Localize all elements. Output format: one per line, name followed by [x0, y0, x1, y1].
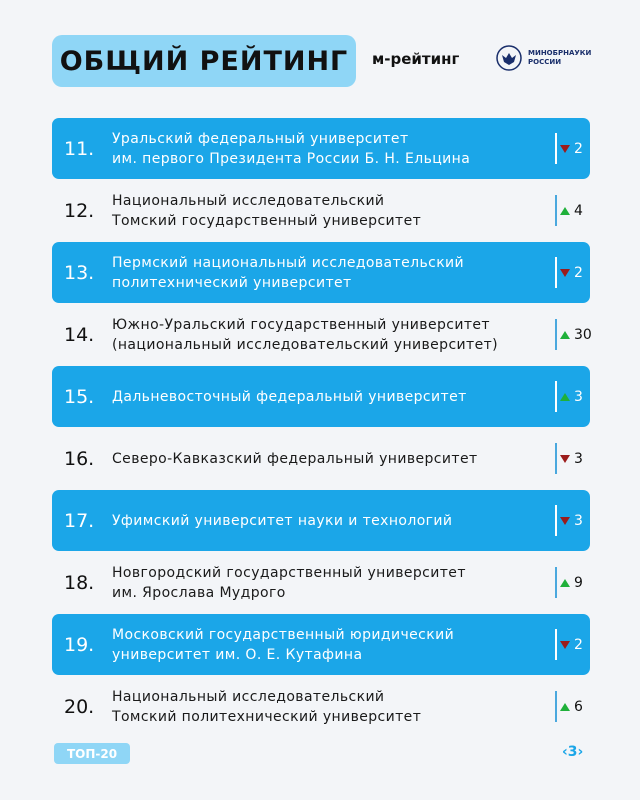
triangle-up-icon	[560, 207, 570, 215]
university-name	[112, 387, 552, 407]
row-divider	[555, 319, 557, 350]
triangle-down-icon	[560, 517, 570, 525]
row-divider	[555, 195, 557, 226]
rank-change-value: 9	[574, 574, 583, 591]
ranking-row	[52, 490, 590, 551]
page-number[interactable]: ‹3›	[562, 744, 584, 760]
university-name-line2: (национальный исследовательский университет)	[112, 336, 499, 353]
university-name-line1: Северо-Кавказский федеральный университет	[112, 450, 478, 467]
university-name	[112, 253, 552, 293]
university-name	[112, 625, 552, 665]
row-divider	[555, 133, 557, 164]
rank-number: 15.	[64, 385, 95, 408]
page-title: ОБЩИЙ РЕЙТИНГ	[59, 45, 349, 77]
university-name-line2: университет им. О. Е. Кутафина	[112, 646, 363, 663]
triangle-down-icon	[560, 145, 570, 153]
rank-number: 18.	[64, 571, 95, 594]
ministry-line1: МИНОБРНАУКИ	[528, 49, 592, 57]
university-name-line1: Уфимский университет науки и технологий	[112, 512, 453, 529]
triangle-up-icon	[560, 393, 570, 401]
rank-number: 13.	[64, 261, 95, 284]
header	[0, 0, 640, 110]
row-divider	[555, 443, 557, 474]
rank-change-value: 3	[574, 450, 583, 467]
university-name-line1: Дальневосточный федеральный университет	[112, 388, 467, 405]
rank-change-value: 2	[574, 264, 583, 281]
rank-change	[560, 637, 592, 653]
ranking-row	[52, 428, 590, 489]
university-name-line2: Томский государственный университет	[112, 212, 422, 229]
ranking-list	[52, 118, 590, 738]
rank-change-value: 6	[574, 698, 583, 715]
triangle-down-icon	[560, 269, 570, 277]
ministry-logo	[496, 45, 591, 71]
rank-change	[560, 699, 592, 715]
rank-change	[560, 327, 592, 343]
rank-change-value: 2	[574, 140, 583, 157]
triangle-down-icon	[560, 641, 570, 649]
rank-change	[560, 513, 592, 529]
university-name	[112, 129, 552, 169]
rank-number: 11.	[64, 137, 95, 160]
university-name-line1: Национальный исследовательский	[112, 688, 385, 705]
row-divider	[555, 257, 557, 288]
ranking-row	[52, 242, 590, 303]
university-name-line1: Национальный исследовательский	[112, 192, 385, 209]
rank-change	[560, 265, 592, 281]
rank-number: 14.	[64, 323, 95, 346]
triangle-up-icon	[560, 331, 570, 339]
university-name-line2: им. Ярослава Мудрого	[112, 584, 286, 601]
university-name-line2: политехнический университет	[112, 274, 352, 291]
rank-change	[560, 389, 592, 405]
ranking-row	[52, 180, 590, 241]
row-divider	[555, 691, 557, 722]
university-name	[112, 191, 552, 231]
university-name	[112, 315, 552, 355]
ranking-row	[52, 552, 590, 613]
eagle-emblem-icon	[496, 45, 522, 71]
university-name-line1: Московский государственный юридический	[112, 626, 455, 643]
university-name	[112, 511, 552, 531]
ranking-row	[52, 118, 590, 179]
rank-number: 20.	[64, 695, 95, 718]
university-name-line2: Томский политехнический университет	[112, 708, 422, 725]
university-name-line1: Южно-Уральский государственный университет	[112, 316, 490, 333]
university-name-line1: Уральский федеральный университет	[112, 130, 409, 147]
university-name	[112, 563, 552, 603]
row-divider	[555, 505, 557, 536]
rank-change	[560, 203, 592, 219]
ministry-line2: РОССИИ	[528, 58, 562, 66]
top-badge: ТОП-20	[54, 743, 130, 764]
rank-number: 19.	[64, 633, 95, 656]
ministry-text	[528, 49, 591, 67]
rank-number: 16.	[64, 447, 95, 470]
university-name-line1: Пермский национальный исследовательский	[112, 254, 465, 271]
university-name	[112, 449, 552, 469]
triangle-up-icon	[560, 703, 570, 711]
rank-change-value: 4	[574, 202, 583, 219]
ranking-row	[52, 366, 590, 427]
row-divider	[555, 629, 557, 660]
university-name	[112, 687, 552, 727]
university-name-line1: Новгородский государственный университет	[112, 564, 466, 581]
rank-number: 17.	[64, 509, 95, 532]
row-divider	[555, 381, 557, 412]
triangle-down-icon	[560, 455, 570, 463]
ranking-row	[52, 676, 590, 737]
triangle-up-icon	[560, 579, 570, 587]
row-divider	[555, 567, 557, 598]
rank-change-value: 30	[574, 326, 592, 343]
rank-change-value: 3	[574, 512, 583, 529]
university-name-line2: им. первого Президента России Б. Н. Ельцина	[112, 150, 471, 167]
rank-change-value: 3	[574, 388, 583, 405]
title-box	[52, 35, 356, 87]
rank-number: 12.	[64, 199, 95, 222]
rank-change	[560, 451, 592, 467]
brand-label: м-рейтинг	[372, 50, 460, 68]
rank-change	[560, 575, 592, 591]
rank-change	[560, 141, 592, 157]
ranking-row	[52, 304, 590, 365]
ranking-row	[52, 614, 590, 675]
rank-change-value: 2	[574, 636, 583, 653]
